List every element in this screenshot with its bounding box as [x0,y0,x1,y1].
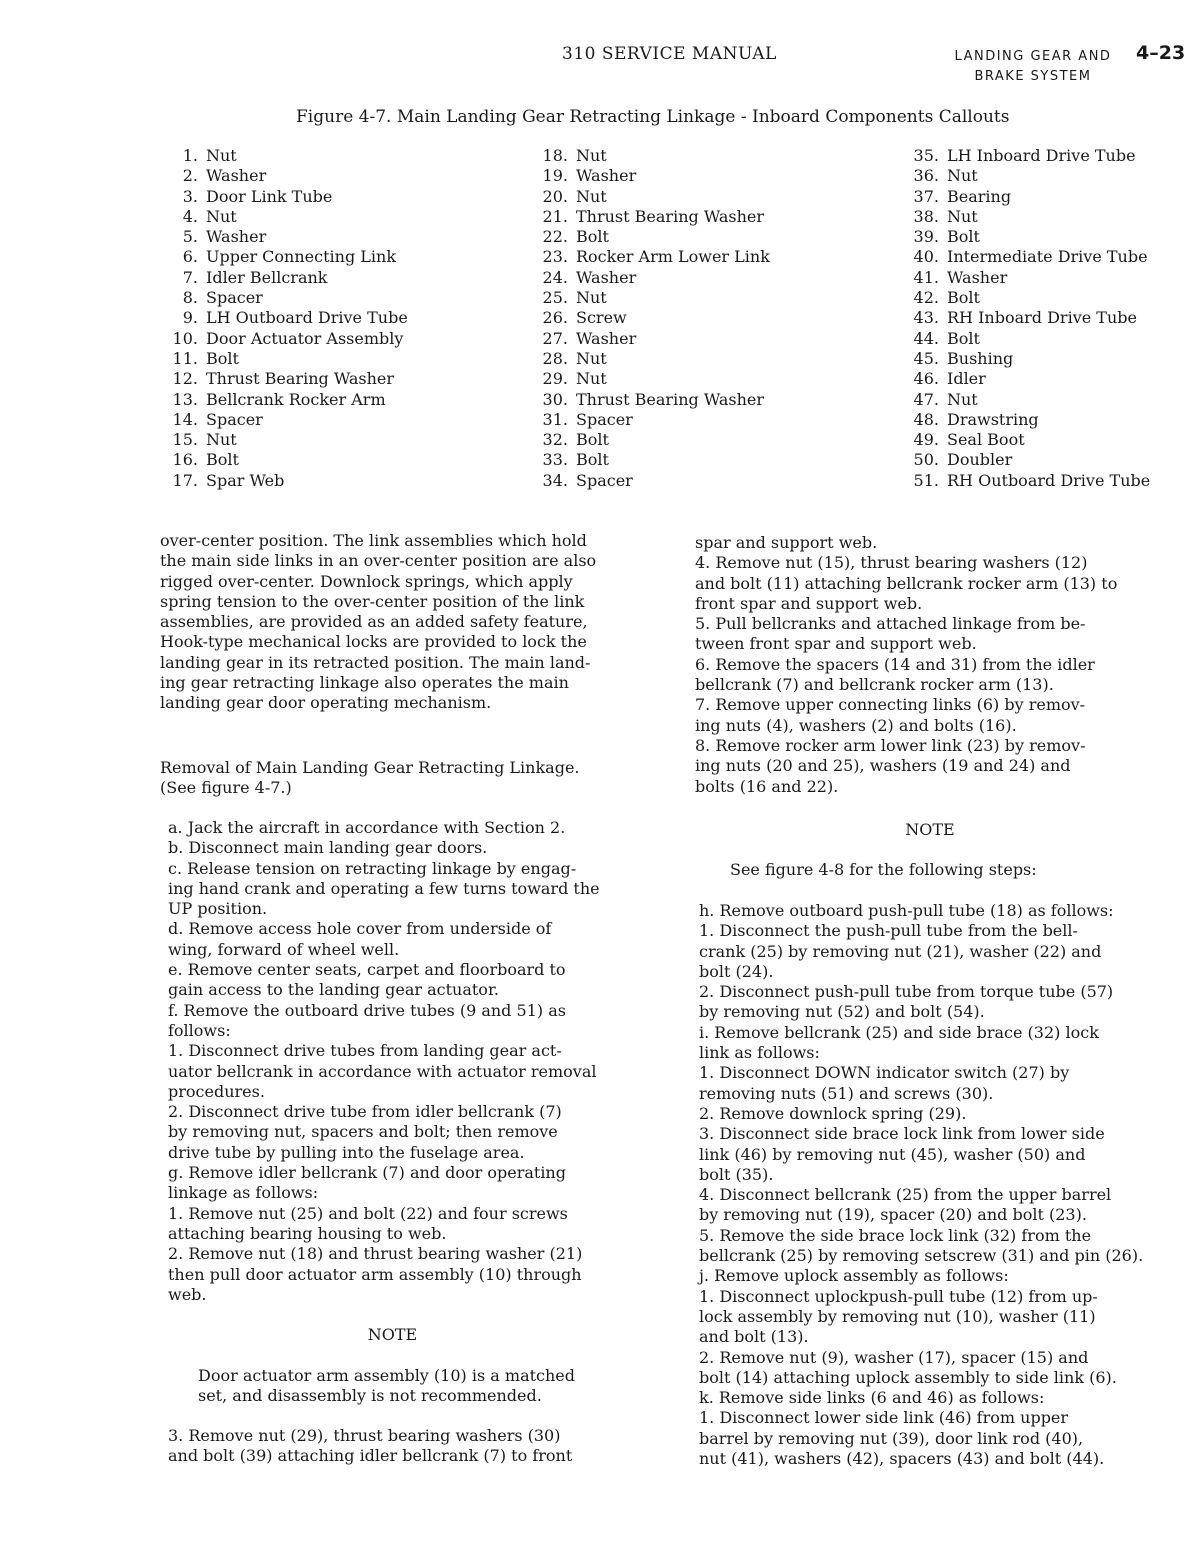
text-line: landing gear door operating mechanism. [160,693,492,713]
callout-number: 46. [913,369,939,389]
callout-label: Bolt [947,288,980,308]
callout-label: Idler [947,369,986,389]
text-line: 2. Remove nut (18) and thrust bearing washer (21) [168,1244,583,1264]
text-line: Door actuator arm assembly (10) is a matched [198,1366,576,1385]
callout-item [897,207,1150,227]
callout-label: Rocker Arm Lower Link [576,247,770,267]
callout-item [156,308,408,328]
callout-label: Thrust Bearing Washer [576,206,765,226]
callout-number: 23. [542,247,568,267]
text-line: c. Release tension on retracting linkage by engag- [168,858,577,878]
callout-item [897,146,1150,166]
callout-item [156,390,408,410]
text-line: 1. Disconnect drive tubes from landing gear act- [168,1041,562,1061]
callout-label: Screw [576,308,627,328]
callout-label: Nut [206,146,237,165]
callout-number: 34. [542,470,568,490]
callout-number: 21. [542,206,568,226]
callout-item [526,227,770,247]
callout-number: 38. [913,206,939,226]
text-line: ing gear retracting linkage also operates the main [160,673,569,693]
figure-title: Figure 4-7. Main Landing Gear Retracting Linkage - Inboard Components Callouts [296,107,1010,127]
callout-label: Bolt [576,450,609,470]
text-line: landing gear in its retracted position. The main land- [160,652,591,672]
callout-number: 10. [172,328,198,348]
text-line: link (46) by removing nut (45), washer (50) and [699,1144,1086,1164]
text-line: the main side links in an over-center position are also [160,551,597,571]
right-steps-a [689,533,1200,797]
callout-label: Intermediate Drive Tube [947,247,1148,267]
callout-number: 29. [542,369,568,389]
callout-number: 16. [172,450,198,470]
callout-label: LH Inboard Drive Tube [947,146,1136,165]
text-line: i. Remove bellcrank (25) and side brace (32) lock [699,1022,1099,1042]
callout-label: RH Inboard Drive Tube [947,308,1137,328]
text-line: 3. Disconnect side brace lock link from lower side [699,1124,1105,1144]
text-line: f. Remove the outboard drive tubes (9 and 51) as [168,1000,566,1020]
callout-label: Seal Boot [947,430,1025,450]
callout-number: 44. [913,328,939,348]
callout-item [526,247,770,267]
callout-item [156,471,408,491]
callout-label: Nut [947,166,978,186]
text-line: bellcrank (7) and bellcrank rocker arm (13). [695,675,1054,695]
callout-item [156,450,408,470]
text-line: 8. Remove rocker arm lower link (23) by remov- [695,735,1086,755]
callout-label: Nut [576,186,607,206]
callout-label: Washer [947,267,1008,287]
text-line: crank (25) by removing nut (21), washer (22) and [699,941,1102,961]
callout-column-3 [897,146,1150,491]
callout-label: Spacer [206,409,263,429]
text-line: 2. Disconnect drive tube from idler bellcrank (7) [168,1102,562,1122]
callout-number: 1. [182,146,198,165]
callout-item [526,349,770,369]
callout-item [897,227,1150,247]
callout-item [897,471,1150,491]
text-line: 2. Remove downlock spring (29). [699,1103,967,1123]
text-line: barrel by removing nut (39), door link rod (40), [699,1428,1084,1448]
text-line: spring tension to the over-center position of the link [160,591,585,611]
text-line: assemblies, are provided as an added safety feature, [160,612,588,632]
callout-number: 31. [542,409,568,429]
text-line: drive tube by pulling into the fuselage area. [168,1142,525,1162]
callout-label: Spacer [206,288,263,308]
text-line: b. Disconnect main landing gear doors. [168,838,488,858]
callout-label: Bolt [576,430,609,450]
callout-number: 37. [913,186,939,206]
callout-number: 6. [182,247,198,267]
text-line: ing nuts (4), washers (2) and bolts (16). [695,715,1017,735]
callout-label: Bolt [206,450,239,470]
callout-item [526,207,770,227]
callout-label: Thrust Bearing Washer [576,389,765,409]
callout-number: 14. [172,409,198,429]
callout-item [897,308,1150,328]
callout-number: 50. [913,450,939,470]
callout-number: 36. [913,166,939,186]
text-line: 6. Remove the spacers (14 and 31) from the idler [695,654,1095,674]
text-line: then pull door actuator arm assembly (10) through [168,1264,582,1284]
callout-item [156,146,408,166]
text-line: lock assembly by removing nut (10), washer (11) [699,1306,1096,1326]
callout-number: 41. [913,267,939,287]
callout-number: 51. [913,470,939,490]
text-line: Removal of Main Landing Gear Retracting Linkage. [160,758,580,777]
callout-item [897,247,1150,267]
text-line: removing nuts (51) and screws (30). [699,1083,994,1103]
callout-number: 40. [913,247,939,267]
callout-column-1 [156,146,408,491]
text-line: over-center position. The link assemblies which hold [160,531,587,550]
callout-label: Doubler [947,450,1013,470]
callout-label: Bearing [947,186,1012,206]
text-line: 5. Pull bellcranks and attached linkage from be- [695,614,1086,634]
text-line: g. Remove idler bellcrank (7) and door operating [168,1163,566,1183]
text-line: a. Jack the aircraft in accordance with Section 2. [168,818,566,837]
text-line: and bolt (11) attaching bellcrank rocker arm (13) to [695,573,1118,593]
note-heading-right: NOTE [905,820,955,839]
callout-number: 25. [542,288,568,308]
callout-label: Washer [576,267,637,287]
callout-item [526,471,770,491]
callout-number: 45. [913,348,939,368]
text-line: bolt (14) attaching uplock assembly to side link (6). [699,1367,1117,1387]
section-title-line2: BRAKE SYSTEM [974,69,1092,84]
callout-number: 47. [913,389,939,409]
text-line: Hook-type mechanical locks are provided to lock the [160,632,587,652]
text-line: 1. Disconnect uplockpush-pull tube (12) from up- [699,1286,1098,1306]
callout-number: 35. [913,146,939,165]
callout-number: 26. [542,308,568,328]
text-line: 3. Remove nut (29), thrust bearing washers (30) [168,1426,561,1445]
callout-item [156,187,408,207]
callout-item [526,450,770,470]
callout-item [897,390,1150,410]
callout-label: Bushing [947,348,1014,368]
text-line: follows: [168,1020,231,1040]
callout-number: 33. [542,450,568,470]
text-line: UP position. [168,899,268,919]
text-line: 2. Remove nut (9), washer (17), spacer (15) and [699,1347,1089,1367]
callout-number: 28. [542,348,568,368]
callout-item [897,450,1150,470]
callout-label: Bolt [576,227,609,247]
callout-number: 4. [182,206,198,226]
callout-number: 30. [542,389,568,409]
callout-item [526,369,770,389]
callout-label: Bellcrank Rocker Arm [206,389,386,409]
callout-label: RH Outboard Drive Tube [947,470,1151,490]
callout-number: 5. [182,227,198,247]
callout-item [526,288,770,308]
callout-item [526,268,770,288]
callout-label: Washer [576,328,637,348]
text-line: k. Remove side links (6 and 46) as follows: [699,1388,1045,1408]
text-line: h. Remove outboard push-pull tube (18) as follows: [699,901,1114,920]
callout-item [897,430,1150,450]
note-body-right: See figure 4-8 for the following steps: [730,860,1037,879]
callout-number: 42. [913,288,939,308]
callout-label: Drawstring [947,409,1039,429]
callout-label: Bolt [947,227,980,247]
text-line: and bolt (13). [699,1327,809,1347]
callout-label: Nut [206,206,237,226]
callout-number: 8. [182,288,198,308]
callout-label: Nut [947,206,978,226]
callout-item [156,166,408,186]
text-line: nut (41), washers (42), spacers (43) and bolt (44). [699,1449,1105,1469]
callout-number: 2. [182,166,198,186]
callout-label: Bolt [947,328,980,348]
callout-column-2 [526,146,770,491]
text-line: uator bellcrank in accordance with actuator removal [168,1061,597,1081]
text-line: e. Remove center seats, carpet and floorboard to [168,960,566,980]
text-line: 2. Disconnect push-pull tube from torque tube (57) [699,982,1114,1002]
text-line: procedures. [168,1081,265,1101]
callout-item [526,329,770,349]
callout-number: 43. [913,308,939,328]
removal-heading [160,758,665,799]
callout-label: LH Outboard Drive Tube [206,308,408,328]
callout-label: Washer [206,166,267,186]
text-line: 1. Disconnect lower side link (46) from upper [699,1408,1069,1428]
section-title-line1: LANDING GEAR AND [954,49,1112,64]
text-line: by removing nut, spacers and bolt; then remove [168,1122,558,1142]
callout-label: Spacer [576,409,633,429]
callout-number: 24. [542,267,568,287]
callout-item [526,430,770,450]
callout-number: 27. [542,328,568,348]
callout-item [897,410,1150,430]
callout-item [897,329,1150,349]
callout-item [526,308,770,328]
callout-item [526,187,770,207]
callout-item [156,207,408,227]
callout-label: Upper Connecting Link [206,247,397,267]
callout-label: Washer [206,227,267,247]
text-line: bolt (35). [699,1164,774,1184]
callout-number: 48. [913,409,939,429]
note-heading-left: NOTE [367,1325,418,1344]
text-line: linkage as follows: [168,1183,319,1203]
text-line: 7. Remove upper connecting links (6) by remov- [695,695,1086,715]
text-line: ing nuts (20 and 25), washers (19 and 24) and [695,756,1071,776]
callout-item [897,349,1150,369]
callout-item [526,146,770,166]
callout-label: Bolt [206,348,239,368]
removal-steps [162,818,673,1305]
removal-steps-continued [162,1426,673,1467]
callout-item [526,410,770,430]
text-line: by removing nut (19), spacer (20) and bolt (23). [699,1205,1087,1225]
callout-number: 12. [172,369,198,389]
callout-item [526,166,770,186]
callout-item [156,288,408,308]
callout-label: Nut [576,369,607,389]
text-line: 5. Remove the side brace lock link (32) from the [699,1225,1092,1245]
text-line: tween front spar and support web. [695,634,977,654]
text-line: link as follows: [699,1043,820,1063]
callout-number: 17. [172,470,198,490]
text-line: j. Remove uplock assembly as follows: [699,1266,1009,1286]
section-title [943,47,1123,87]
callout-label: Spacer [576,470,633,490]
callout-item [897,268,1150,288]
callout-number: 32. [542,430,568,450]
callout-label: Door Link Tube [206,186,333,206]
text-line: attaching bearing housing to web. [168,1223,447,1243]
callout-item [156,247,408,267]
text-line: 1. Disconnect the push-pull tube from the bell- [699,921,1078,941]
text-line: bolts (16 and 22). [695,776,839,796]
intro-paragraph [160,531,665,714]
callout-item [156,349,408,369]
callout-item [897,288,1150,308]
text-line: 1. Remove nut (25) and bolt (22) and four screws [168,1203,568,1223]
text-line: web. [168,1284,207,1304]
text-line: ing hand crank and operating a few turns toward the [168,878,600,898]
text-line: set, and disassembly is not recommended. [198,1386,542,1406]
callout-label: Washer [576,166,637,186]
callout-item [156,410,408,430]
callout-label: Nut [576,348,607,368]
callout-item [156,430,408,450]
text-line: wing, forward of wheel well. [168,939,400,959]
callout-number: 13. [172,389,198,409]
callout-number: 39. [913,227,939,247]
callout-item [156,268,408,288]
text-line: (See figure 4-7.) [160,778,292,798]
text-line: 1. Disconnect DOWN indicator switch (27) by [699,1063,1070,1083]
callout-number: 18. [542,146,568,165]
callout-label: Door Actuator Assembly [206,328,404,348]
callout-number: 15. [172,430,198,450]
callout-label: Spar Web [206,470,285,490]
callout-number: 11. [172,348,198,368]
callout-item [897,166,1150,186]
text-line: bolt (24). [699,961,774,981]
callout-label: Nut [576,146,607,165]
text-line: d. Remove access hole cover from underside of [168,919,552,939]
text-line: spar and support web. [695,533,878,552]
text-line: and bolt (39) attaching idler bellcrank (7) to front [168,1446,573,1466]
text-line: gain access to the landing gear actuator. [168,980,499,1000]
note-body-left [162,1366,703,1407]
callout-number: 22. [542,227,568,247]
callout-label: Nut [947,389,978,409]
callout-number: 7. [182,267,198,287]
callout-label: Idler Bellcrank [206,267,328,287]
callout-label: Nut [576,288,607,308]
callout-item [897,187,1150,207]
right-steps-b [693,901,1203,1469]
callout-item [156,329,408,349]
callout-number: 9. [182,308,198,328]
callout-item [897,369,1150,389]
text-line: rigged over-center. Downlock springs, which apply [160,571,573,591]
callout-item [156,227,408,247]
text-line: 4. Remove nut (15), thrust bearing washers (12) [695,553,1088,573]
callout-number: 49. [913,430,939,450]
callout-number: 19. [542,166,568,186]
text-line: bellcrank (25) by removing setscrew (31) and pin (26). [699,1246,1144,1266]
text-line: front spar and support web. [695,593,923,613]
callout-label: Thrust Bearing Washer [206,369,395,389]
manual-title: 310 SERVICE MANUAL [562,44,777,64]
callout-label: Nut [206,430,237,450]
callout-number: 3. [182,186,198,206]
callout-item [156,369,408,389]
text-line: 4. Disconnect bellcrank (25) from the upper barrel [699,1185,1112,1205]
callout-number: 20. [542,186,568,206]
text-line: by removing nut (52) and bolt (54). [699,1002,985,1022]
callout-item [526,390,770,410]
page-number: 4–23 [1136,42,1186,64]
